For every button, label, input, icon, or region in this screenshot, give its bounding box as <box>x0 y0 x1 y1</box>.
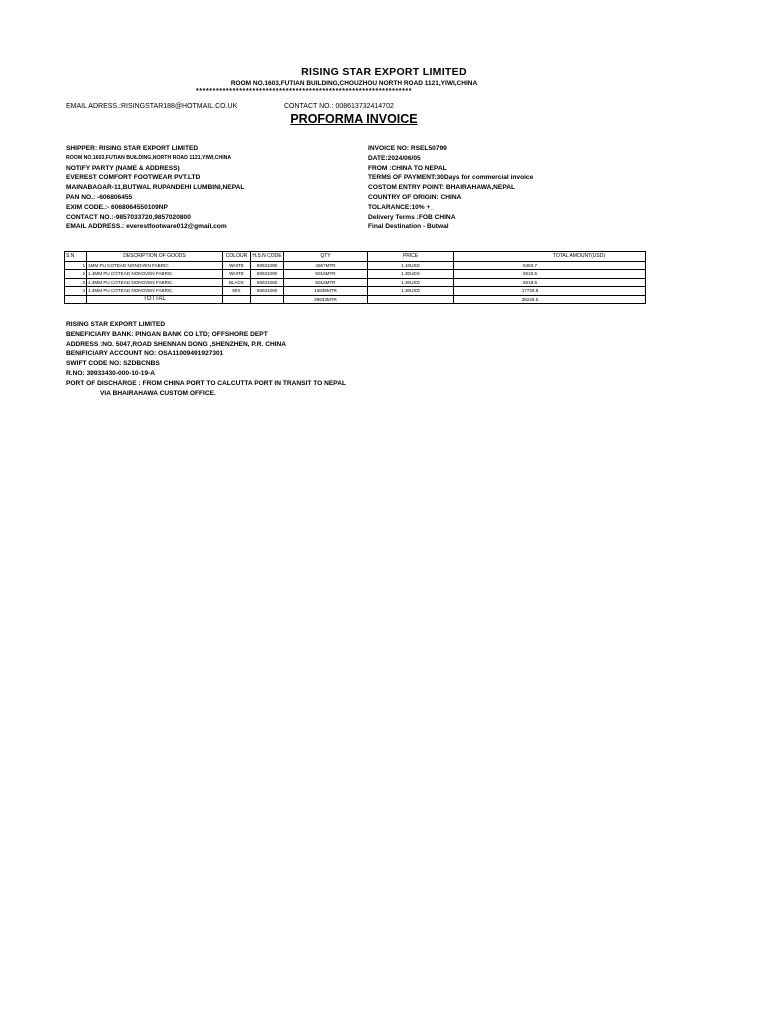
bank-details-block <box>66 320 346 398</box>
consignee-email: EMAIL ADDRESS.: everestfootware012@gmail.com <box>66 223 227 231</box>
table-total-row <box>65 295 646 304</box>
header-sn: S.N <box>65 252 87 262</box>
country-of-origin: COUNTRY OF ORIGIN: CHINA <box>368 193 462 201</box>
registration-number: R.NO: 39933430-000-10-19-A <box>66 369 156 377</box>
entry-point: COSTOM ENTRY POINT: BHAIRAHAWA,NEPAL <box>368 184 516 192</box>
cell-total: 5463.7 <box>454 261 646 270</box>
cell-colour: WHITE <box>223 261 251 270</box>
cell-price: 1.10USD <box>368 261 454 270</box>
separator-stars: ***************************************************************** <box>196 88 413 95</box>
cell-sn: 3 <box>65 278 87 287</box>
cell-hs-code: 59031090 <box>251 270 284 279</box>
cell-empty <box>223 295 251 304</box>
company-contact: CONTACT NO.: 008613732414702 <box>284 103 394 110</box>
cell-description: 1.4MM PU COTEAD NONOVEN FABRIC <box>87 278 223 287</box>
header-colour: COLOUR <box>223 252 251 262</box>
cell-price: 1.30USD <box>368 287 454 296</box>
swift-code: SWIFT CODE NO: SZDBCNBS <box>66 360 160 368</box>
cell-total: 6519.5 <box>454 278 646 287</box>
route: FROM :CHINA TO NEPAL <box>368 164 447 172</box>
shipper: SHIPPER: RISING STAR EXPORT LIMITED <box>66 145 199 152</box>
cell-colour: WHITE <box>223 270 251 279</box>
cell-sn: 4 <box>65 287 87 296</box>
cell-price: 1.30USD <box>368 278 454 287</box>
beneficiary-account: BENIFICIARY ACCOUNT NO: OSA11009491927301 <box>66 350 224 358</box>
header-qty: QTY <box>284 252 368 262</box>
total-qty: 28633MTR <box>284 295 368 304</box>
invoice-date: DATE:2024/06/05 <box>368 154 421 162</box>
header-hs-code: H.S.N CODE <box>252 253 282 260</box>
cell-qty: 5015MTR <box>284 278 368 287</box>
cell-total: 6519.5 <box>454 270 646 279</box>
cell-colour: MIX <box>223 287 251 296</box>
invoice-details-block <box>368 144 533 232</box>
cell-qty: 5015MTR <box>284 270 368 279</box>
bank-address: ADDRESS :NO. 5047,ROAD SHENNAN DONG ,SHENZHEN, P.R. CHINA <box>66 340 287 348</box>
total-label: TOTTAL <box>87 295 223 304</box>
shipper-consignee-block <box>66 144 244 232</box>
tolerance: TOLARANCE:10% +_ <box>368 203 435 211</box>
cell-price: 1.30UDS <box>368 270 454 279</box>
consignee-address: MAINABAGAR-11,BUTWAL RUPANDEHI LUMBINI,NEPAL <box>66 184 245 192</box>
header-total: TOTAL AMOUNT(USD) <box>454 252 646 262</box>
invoice-number: INVOICE NO: RSEL50799 <box>368 145 447 152</box>
cell-hs-code: 59031090 <box>251 261 284 270</box>
company-name: RISING STAR EXPORT LIMITED <box>301 66 467 78</box>
document-title: PROFORMA INVOICE <box>290 112 418 126</box>
company-address: ROOM NO.1603,FUTIAN BUILDING,CHOUZHOU NORTH ROAD 1121,YIWI,CHINA <box>230 80 478 87</box>
delivery-terms: Delivery Terms :FOB CHINA <box>368 213 456 221</box>
exim-code: EXIM CODE.:- 6068064550109NP <box>66 203 168 211</box>
shipper-address: ROOM NO.1603,FUTIAN BUILDING,NORTH ROAD 1121,YIWI,CHINA <box>66 154 232 161</box>
pan-number: PAN NO.: -606806455 <box>66 193 133 201</box>
payment-terms: TERMS OF PAYMENT:30Days for commercial invoice <box>368 174 534 182</box>
cell-empty <box>368 295 454 304</box>
cell-qty: 4967MTR <box>284 261 368 270</box>
cell-description: 1.4MM PU COTEAD NONOVEN FABRIC <box>87 287 223 296</box>
consignee-contact: CONTACT NO.:-9857033720,9857020800 <box>66 213 191 221</box>
notify-party-label: NOTIFY PARTY (NAME & ADDRESS) <box>66 164 180 172</box>
cell-description: 1MM PU COTEAD NONOVEN FABRIC <box>87 261 223 270</box>
cell-description: 1.4MM PU COTEAD NONOVEN FABRIC <box>87 270 223 279</box>
beneficiary-bank: BENEFICIARY BANK: PINGAN BANK CO LTD; OFFSHORE DEPT <box>66 330 268 338</box>
cell-qty: 13636MTR <box>284 287 368 296</box>
cell-empty <box>251 295 284 304</box>
table-header-row <box>65 252 646 262</box>
goods-table <box>64 251 646 304</box>
consignee-name: EVEREST COMFORT FOOTWEAR PVT.LTD <box>66 174 201 182</box>
cell-sn: 1 <box>65 261 87 270</box>
cell-colour: BLACK <box>223 278 251 287</box>
cell-empty <box>65 295 87 304</box>
header-price: PRICE <box>368 252 454 262</box>
port-of-discharge-cont: VIA BHAIRAHAWA CUSTOM OFFICE. <box>100 389 216 397</box>
company-email: EMAIL ADRESS.:RISINGSTAR188@HOTMAIL.CO.UK <box>66 103 238 110</box>
beneficiary-name: RISING STAR EXPORT LIMITED <box>66 321 166 328</box>
table-row <box>65 287 646 296</box>
table-row <box>65 261 646 270</box>
table-row <box>65 270 646 279</box>
total-amount: 36229.5 <box>454 295 646 304</box>
cell-hs-code: 59031090 <box>251 287 284 296</box>
cell-sn: 2 <box>65 270 87 279</box>
cell-hs-code: 59031090 <box>251 278 284 287</box>
table-row <box>65 278 646 287</box>
final-destination: Final Destination - Butwal <box>368 223 449 231</box>
port-of-discharge: PORT OF DISCHARGE : FROM CHINA PORT TO CALCUTTA PORT IN TRANSIT TO NEPAL <box>66 379 346 387</box>
header-description: DESCRIPTION OF GOODS <box>87 252 223 262</box>
cell-total: 17726.8 <box>454 287 646 296</box>
